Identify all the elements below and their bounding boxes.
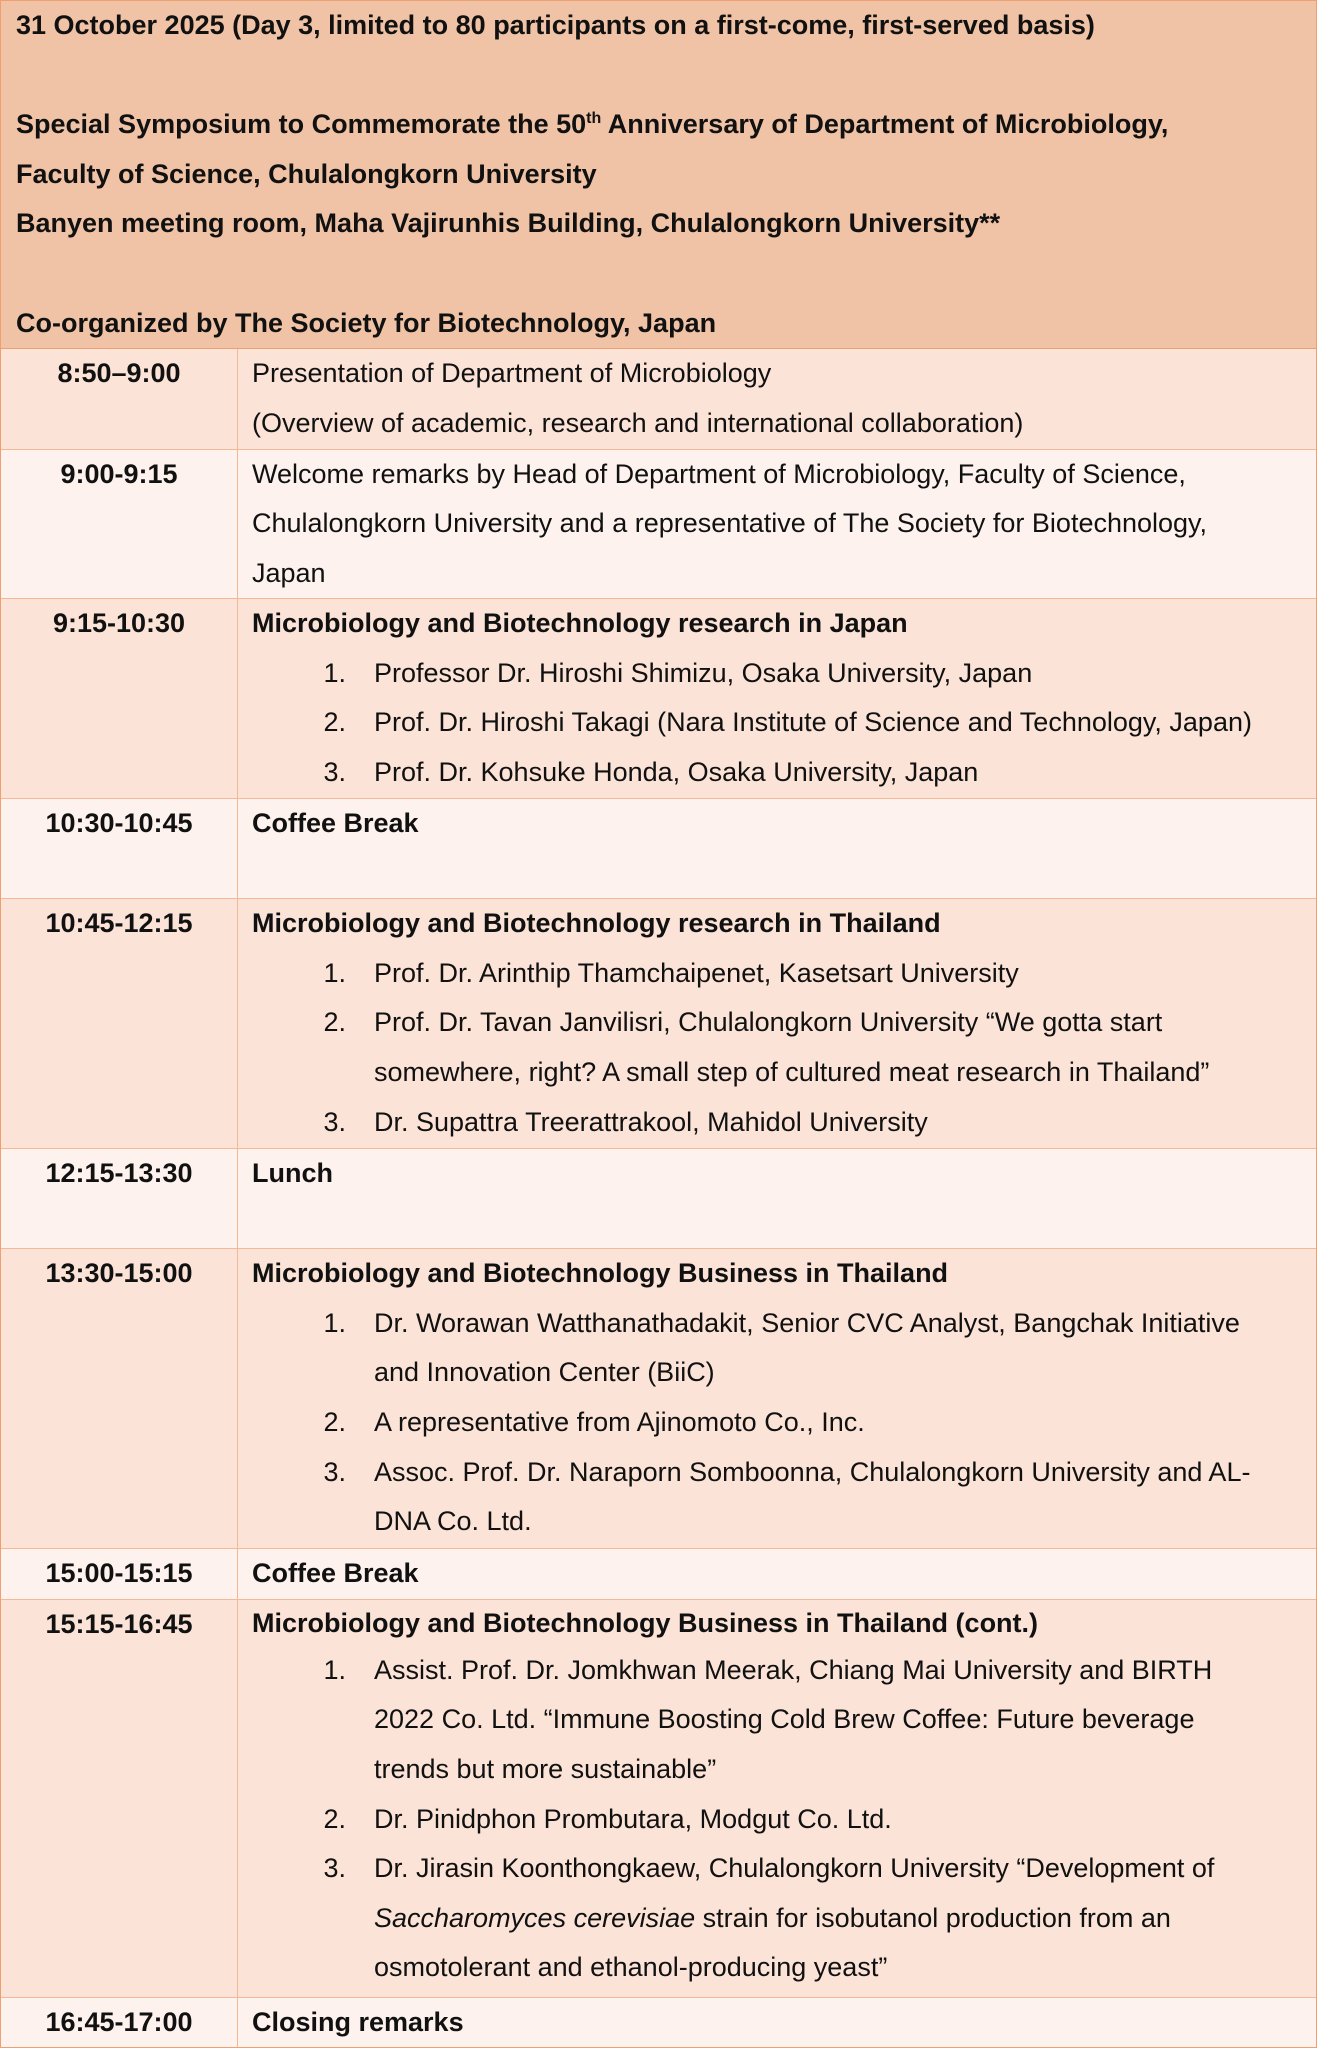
session-cell <box>238 599 1317 799</box>
session-title: Microbiology and Biotechnology Business in Thailand (cont.) <box>252 1607 1039 1638</box>
item-number: 1. <box>323 657 346 688</box>
symposium-title-sup: th <box>586 110 602 128</box>
item-number: 3. <box>323 1853 346 1884</box>
session-line: Chulalongkorn University and a representative of The Society for Biotechnology, <box>252 508 1208 539</box>
session-line: (Overview of academic, research and international collaboration) <box>252 407 1024 438</box>
speaker-text <box>346 1299 1316 1398</box>
speaker-text <box>346 1844 1316 1993</box>
speaker-text <box>346 998 1316 1097</box>
time-cell: 10:45-12:15 <box>1 899 238 1149</box>
list-item <box>252 1448 1316 1547</box>
item-number: 3. <box>323 1106 346 1137</box>
coorganizer-line: Co-organized by The Society for Biotechnology, Japan <box>16 307 717 338</box>
item-number: 1. <box>323 1307 346 1338</box>
item-number: 1. <box>323 957 346 988</box>
session-cell <box>238 449 1317 599</box>
session-line: Welcome remarks by Head of Department of Microbiology, Faculty of Science, <box>252 458 1186 489</box>
time-cell: 16:45-17:00 <box>1 1997 238 2047</box>
list-item <box>252 1299 1316 1398</box>
speaker-text-line: Prof. Dr. Tavan Janvilisri, Chulalongkorn University “We gotta start <box>374 1007 1163 1038</box>
session-cell <box>238 899 1317 1149</box>
time-cell: 9:00-9:15 <box>1 449 238 599</box>
time-cell: 15:15-16:45 <box>1 1599 238 1997</box>
session-cell <box>238 1549 1317 1600</box>
item-number: 1. <box>323 1654 346 1685</box>
speaker-text-line: 2022 Co. Ltd. “Immune Boosting Cold Brew Coffee: Future beverage <box>374 1704 1195 1735</box>
speaker-text: Dr. Supattra Treerattrakool, Mahidol University <box>374 1106 928 1137</box>
session-title: Lunch <box>252 1158 333 1189</box>
item-number: 2. <box>323 1803 346 1834</box>
session-title: Microbiology and Biotechnology research in Thailand <box>252 908 941 939</box>
item-number: 3. <box>323 757 346 788</box>
species-name: Saccharomyces cerevisiae <box>374 1902 696 1933</box>
session-title: Closing remarks <box>252 2006 464 2037</box>
list-item <box>252 1398 1316 1448</box>
item-number: 3. <box>323 1456 346 1487</box>
speaker-list <box>252 1646 1316 1993</box>
list-item <box>252 998 1316 1097</box>
speaker-list <box>252 949 1316 1147</box>
session-cell <box>238 799 1317 899</box>
time-cell: 10:30-10:45 <box>1 799 238 899</box>
time-cell: 13:30-15:00 <box>1 1249 238 1549</box>
speaker-text: Professor Dr. Hiroshi Shimizu, Osaka University, Japan <box>374 657 1033 688</box>
list-item <box>252 698 1316 748</box>
session-line: Presentation of Department of Microbiology <box>252 358 772 388</box>
time-cell: 15:00-15:15 <box>1 1549 238 1600</box>
list-item <box>252 748 1316 798</box>
table-row <box>1 1549 1316 1600</box>
session-title: Coffee Break <box>252 1558 419 1589</box>
table-row <box>1 449 1316 599</box>
session-title: Microbiology and Biotechnology Business in Thailand <box>252 1258 949 1289</box>
table-row <box>1 1997 1316 2047</box>
session-cell <box>238 1997 1317 2047</box>
table-row <box>1 899 1316 1149</box>
session-cell <box>238 1599 1317 1997</box>
table-row <box>1 1599 1316 1997</box>
schedule-table <box>1 349 1316 2047</box>
session-cell <box>238 349 1317 449</box>
table-row <box>1 1149 1316 1249</box>
speaker-text-line: DNA Co. Ltd. <box>374 1506 532 1537</box>
session-title: Coffee Break <box>252 808 419 839</box>
blank-line <box>16 249 1301 299</box>
time-cell: 8:50–9:00 <box>1 349 238 449</box>
time-cell: 12:15-13:30 <box>1 1149 238 1249</box>
speaker-text-rest: strain for isobutanol production from an <box>695 1902 1171 1933</box>
speaker-text-line: Assist. Prof. Dr. Jomkhwan Meerak, Chiang Mai University and BIRTH <box>374 1654 1213 1685</box>
speaker-text: Dr. Pinidphon Prombutara, Modgut Co. Ltd. <box>374 1803 892 1834</box>
table-row <box>1 349 1316 449</box>
session-title: Microbiology and Biotechnology research in Japan <box>252 608 908 639</box>
table-row <box>1 799 1316 899</box>
list-item <box>252 949 1316 999</box>
speaker-text-line: osmotolerant and ethanol-producing yeast” <box>374 1952 888 1983</box>
symposium-title-pre: Special Symposium to Commemorate the 50 <box>16 109 587 140</box>
speaker-text-line <box>374 1894 1316 1944</box>
speaker-text-line: Assoc. Prof. Dr. Naraporn Somboonna, Chulalongkorn University and AL- <box>374 1456 1251 1487</box>
list-item <box>252 1795 1316 1845</box>
symposium-title-line <box>16 100 1301 150</box>
item-number: 2. <box>323 707 346 738</box>
session-cell <box>238 1249 1317 1549</box>
blank-line <box>16 51 1301 101</box>
speaker-text-line: Dr. Worawan Watthanathadakit, Senior CVC Analyst, Bangchak Initiative <box>374 1307 1240 1338</box>
speaker-text-line: somewhere, right? A small step of cultured meat research in Thailand” <box>374 1057 1210 1088</box>
venue-line: Banyen meeting room, Maha Vajirunhis Building, Chulalongkorn University** <box>16 208 1001 239</box>
speaker-list <box>252 1299 1316 1547</box>
item-number: 2. <box>323 1007 346 1038</box>
speaker-text-line: and Innovation Center (BiiC) <box>374 1357 715 1388</box>
speaker-text <box>346 1448 1316 1547</box>
speaker-text-line: trends but more sustainable” <box>374 1754 717 1785</box>
list-item <box>252 1844 1316 1993</box>
day-header <box>1 1 1316 349</box>
symposium-title-post: Anniversary of Department of Microbiology, <box>601 109 1169 140</box>
session-cell <box>238 1149 1317 1249</box>
speaker-text-line: Dr. Jirasin Koonthongkaew, Chulalongkorn University “Development of <box>374 1853 1215 1884</box>
speaker-text: Prof. Dr. Arinthip Thamchaipenet, Kasetsart University <box>374 957 1019 988</box>
speaker-text <box>346 1646 1316 1795</box>
list-item <box>252 1098 1316 1148</box>
faculty-line: Faculty of Science, Chulalongkorn University <box>16 158 597 189</box>
speaker-text: A representative from Ajinomoto Co., Inc. <box>374 1407 865 1438</box>
table-row <box>1 599 1316 799</box>
speaker-text: Prof. Dr. Hiroshi Takagi (Nara Institute of Science and Technology, Japan) <box>374 707 1252 738</box>
list-item <box>252 649 1316 699</box>
day-date-line: 31 October 2025 (Day 3, limited to 80 participants on a first-come, first-served basis) <box>16 10 1095 40</box>
time-cell: 9:15-10:30 <box>1 599 238 799</box>
session-line: Japan <box>252 557 326 588</box>
speaker-text: Prof. Dr. Kohsuke Honda, Osaka University, Japan <box>374 757 979 788</box>
table-row <box>1 1249 1316 1549</box>
item-number: 2. <box>323 1407 346 1438</box>
list-item <box>252 1646 1316 1795</box>
speaker-list <box>252 649 1316 798</box>
